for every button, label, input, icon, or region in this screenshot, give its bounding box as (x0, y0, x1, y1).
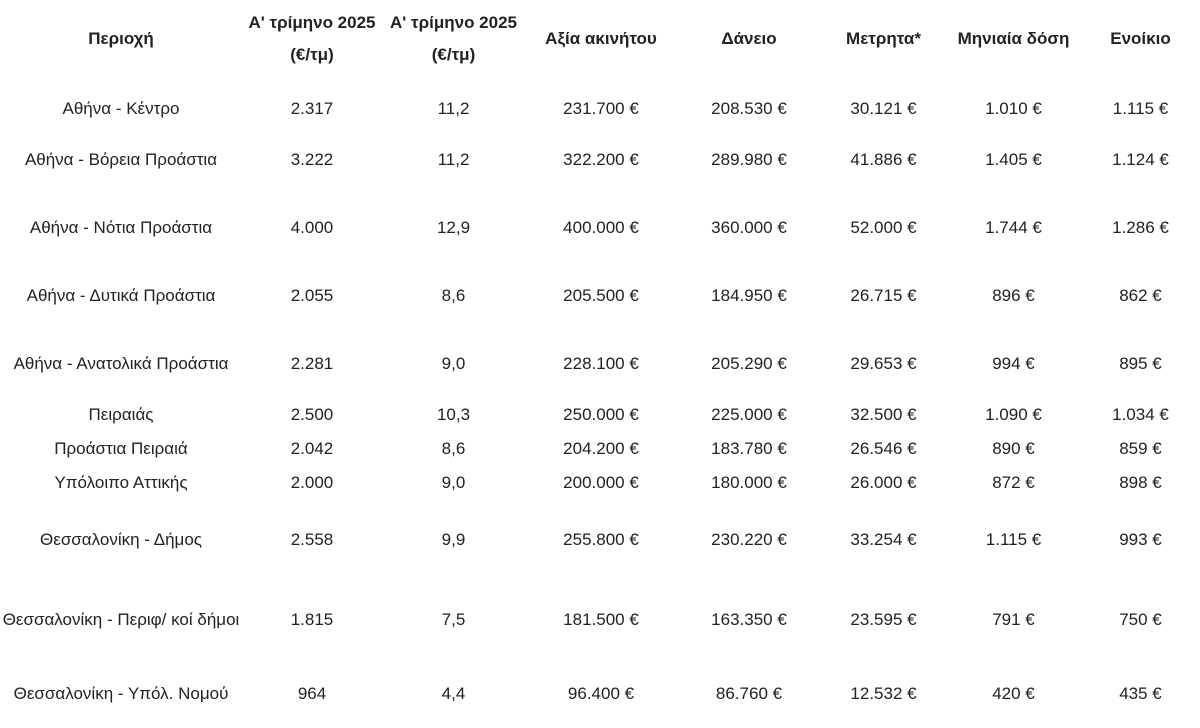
cell-rent: 1.115 € (1112, 99, 1169, 118)
cell-area: Υπόλοιπο Αττικής (54, 473, 188, 492)
cell-rent: 895 € (1119, 354, 1162, 373)
header-cash: Μετρητα* (846, 29, 921, 48)
cell-loan: 360.000 € (711, 218, 787, 237)
cell-value: 96.400 € (567, 684, 635, 703)
cell-installment: 1.010 € (985, 99, 1042, 118)
cell-cash: 30.121 € (850, 99, 917, 118)
cell-rent: 435 € (1119, 684, 1162, 703)
cell-area: Προάστια Πειραιά (54, 439, 188, 458)
cell-area: Θεσσαλονίκη - Υπόλ. Νομού (13, 684, 229, 703)
cell-price: 3.222 (290, 150, 334, 169)
cell-loan: 289.980 € (711, 150, 787, 169)
header-monthly-installment: Μηνιαία δόση (957, 29, 1070, 48)
cell-price: 2.500 (290, 405, 334, 424)
cell-area: Αθήνα - Δυτικά Προάστια (26, 286, 216, 305)
cell-area: Πειραιάς (88, 405, 154, 424)
cell-loan: 180.000 € (711, 473, 787, 492)
table-row (0, 500, 1200, 580)
cell-rent: 750 € (1119, 610, 1162, 629)
cell-area: Θεσσαλονίκη - Περιφ/ κοί δήμοι (2, 610, 240, 629)
cell-area: Αθήνα - Ανατολικά Προάστια (13, 354, 229, 373)
cell-rent-sqm: 4,4 (441, 684, 466, 703)
cell-area: Αθήνα - Νότια Προάστια (29, 218, 213, 237)
table-row (0, 262, 1200, 330)
cell-loan: 183.780 € (711, 439, 787, 458)
cell-value: 204.200 € (563, 439, 639, 458)
header-row (0, 0, 1200, 92)
table-row (0, 92, 1200, 126)
cell-rent-sqm: 11,2 (437, 150, 470, 169)
cell-cash: 52.000 € (850, 218, 917, 237)
cell-rent: 898 € (1119, 473, 1162, 492)
cell-price: 2.317 (290, 99, 334, 118)
cell-rent-sqm: 8,6 (441, 439, 466, 458)
cell-installment: 872 € (992, 473, 1035, 492)
cell-installment: 791 € (992, 610, 1035, 629)
header-loan: Δάνειο (721, 29, 777, 48)
cell-value: 400.000 € (563, 218, 639, 237)
cell-rent-sqm: 7,5 (441, 610, 466, 629)
cell-cash: 32.500 € (850, 405, 917, 424)
cell-cash: 12.532 € (850, 684, 917, 703)
cell-installment: 1.090 € (985, 405, 1042, 424)
cell-value: 205.500 € (563, 286, 639, 305)
cell-loan: 163.350 € (711, 610, 787, 629)
cell-rent: 993 € (1119, 530, 1162, 549)
cell-rent: 859 € (1119, 439, 1162, 458)
cell-rent-sqm: 8,6 (441, 286, 466, 305)
cell-price: 2.000 (290, 473, 334, 492)
cell-rent-sqm: 11,2 (437, 99, 470, 118)
cell-cash: 26.000 € (850, 473, 917, 492)
cell-price: 1.815 (290, 610, 334, 629)
table-row (0, 466, 1200, 500)
cell-loan: 230.220 € (711, 530, 787, 549)
cell-installment: 890 € (992, 439, 1035, 458)
table-row (0, 580, 1200, 660)
cell-area: Θεσσαλονίκη - Δήμος (40, 530, 202, 549)
cell-value: 250.000 € (563, 405, 639, 424)
cell-value: 200.000 € (563, 473, 639, 492)
cell-rent-sqm: 9,9 (441, 530, 466, 549)
cell-rent-sqm: 9,0 (441, 473, 466, 492)
cell-loan: 184.950 € (711, 286, 787, 305)
cell-cash: 41.886 € (850, 150, 917, 169)
cell-price: 2.055 (290, 286, 334, 305)
cell-value: 181.500 € (563, 610, 639, 629)
header-area: Περιοχή (88, 29, 154, 48)
cell-installment: 1.744 € (985, 218, 1042, 237)
table-row (0, 126, 1200, 194)
header-rent: Ενοίκιο (1110, 29, 1171, 48)
cell-price: 2.042 (290, 439, 334, 458)
cell-rent: 1.286 € (1112, 218, 1169, 237)
table-row (0, 660, 1200, 728)
header-price-per-sqm: Α' τρίμηνο 2025 (€/τμ) (248, 13, 376, 64)
cell-rent: 1.124 € (1112, 150, 1169, 169)
cell-price: 2.281 (290, 354, 334, 373)
header-rent-per-sqm: Α' τρίμηνο 2025 (€/τμ) (389, 13, 518, 64)
cell-cash: 26.546 € (850, 439, 917, 458)
cell-cash: 29.653 € (850, 354, 917, 373)
cell-loan: 225.000 € (711, 405, 787, 424)
cell-value: 255.800 € (563, 530, 639, 549)
cell-cash: 26.715 € (850, 286, 917, 305)
cell-installment: 994 € (992, 354, 1035, 373)
cell-installment: 1.115 € (985, 530, 1042, 549)
table-row (0, 432, 1200, 466)
cell-loan: 208.530 € (711, 99, 787, 118)
cell-cash: 23.595 € (850, 610, 917, 629)
cell-rent-sqm: 9,0 (441, 354, 466, 373)
cell-installment: 896 € (992, 286, 1035, 305)
cell-rent-sqm: 10,3 (436, 405, 471, 424)
cell-cash: 33.254 € (850, 530, 917, 549)
cell-value: 322.200 € (563, 150, 639, 169)
cell-price: 2.558 (290, 530, 334, 549)
cell-rent-sqm: 12,9 (436, 218, 471, 237)
table-row (0, 398, 1200, 432)
cell-area: Αθήνα - Κέντρο (62, 99, 180, 118)
cell-price: 964 (297, 684, 327, 703)
cell-rent: 862 € (1119, 286, 1162, 305)
cell-area: Αθήνα - Βόρεια Προάστια (24, 150, 218, 169)
cell-loan: 86.760 € (715, 684, 783, 703)
cell-installment: 420 € (992, 684, 1035, 703)
cell-rent: 1.034 € (1112, 405, 1169, 424)
cell-value: 228.100 € (563, 354, 639, 373)
cell-loan: 205.290 € (711, 354, 787, 373)
cell-price: 4.000 (290, 218, 334, 237)
table-row (0, 194, 1200, 262)
cell-value: 231.700 € (563, 99, 639, 118)
cell-installment: 1.405 € (985, 150, 1042, 169)
table-row (0, 330, 1200, 398)
header-property-value: Αξία ακινήτου (545, 29, 657, 48)
